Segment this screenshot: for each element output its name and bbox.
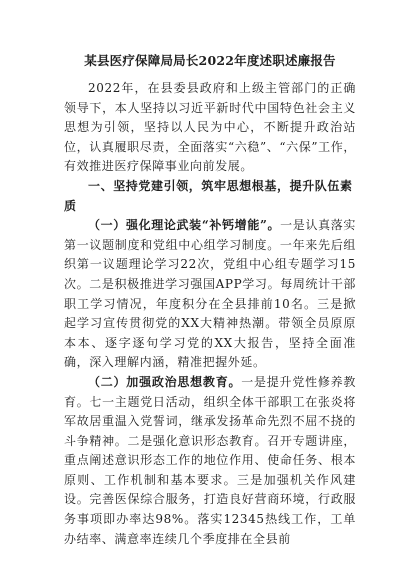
document-title: 某县医疗保障局局长2022年度述职述廉报告: [84, 53, 336, 68]
subsection-1-text: 一是认真落实第一议题制度和党组中心组学习制度。一年来先后组织第一议题理论学习22次，党组中心组专题学习15次。二是积极推进学习强国APP学习。每周统计干部职工学习情况，年度积分在全县排前10名。三是掀起学习宣传贯彻党的XX大精神热潮。带领全员原原本本、逐字逐句学习党的XX大报告，坚持全面准确，深入理解内涵，精准把握外延。: [64, 218, 356, 370]
subsection-1-lead: （一）强化理论武装“补钙增能”。: [88, 218, 281, 233]
subsection-2-paragraph: [64, 373, 356, 549]
subsection-2-text: 一是提升党性修养教育。七一主题党日活动，组织全体干部职工在张炎将军故居重温入党誓词，继承发扬革命先烈不屈不挠的斗争精神。二是强化意识形态教育。召开专题讲座，重点阐述意识形态工作的地位作用、使命任务、根本原则、工作机制和基本要求。三是加强机关作风建设。完善医保综合服务，打造良好营商环境，行政服务事项即办率达98%。落实12345热线工作，工单办结率、满意率连续几个季度排在全县前: [64, 374, 357, 546]
section-1-heading: 一、坚持党建引领，筑牢思想根基，提升队伍素质: [64, 178, 353, 213]
intro-paragraph: 2022年，在县委县政府和上级主管部门的正确领导下，本人坚持以习近平新时代中国特色社会主义思想为引领，坚持以人民为中心，不断提升政治站位，认真履职尽责，全面落实“六稳”、“六保”工作，有效推进医疗保障事业向前发展。: [64, 81, 356, 174]
subsection-1-paragraph: [64, 216, 356, 373]
subsection-2-lead: （二）加强政治思想教育。: [88, 374, 242, 389]
